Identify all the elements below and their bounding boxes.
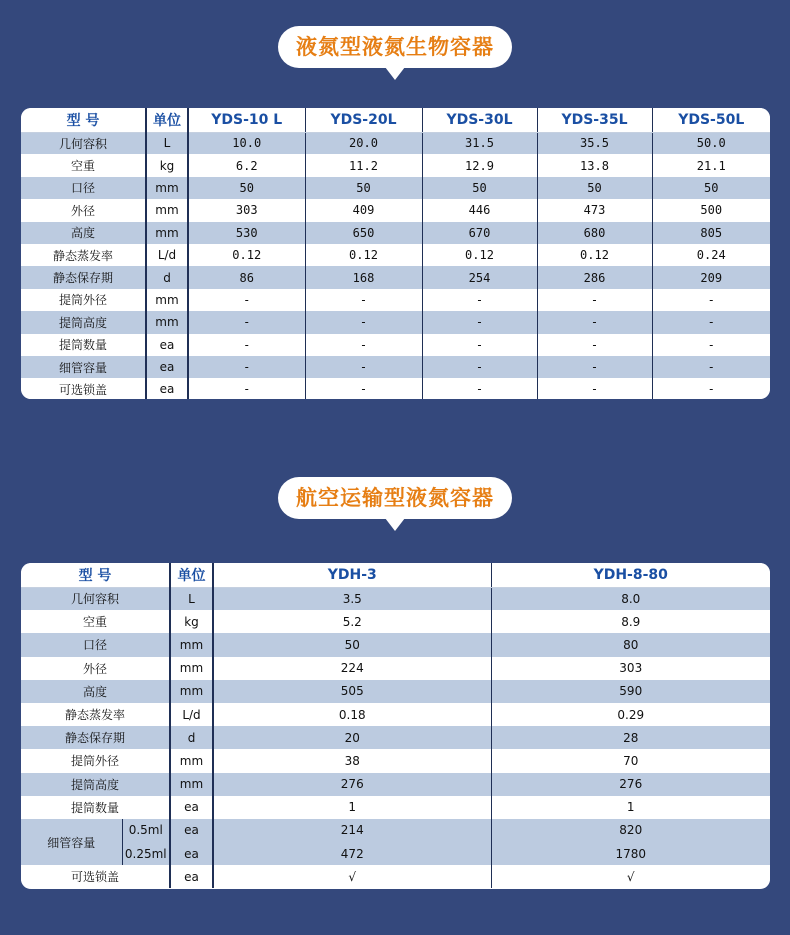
table-header-row xyxy=(21,108,770,132)
cell-value: 670 xyxy=(422,222,537,244)
cell-value: 1 xyxy=(491,796,770,819)
row-unit: kg xyxy=(170,610,213,633)
header-model: 型 号 xyxy=(21,108,146,132)
row-unit: mm xyxy=(146,222,188,244)
row-label: 几何容积 xyxy=(21,587,170,610)
row-label: 可选锁盖 xyxy=(21,865,170,888)
cell-value: 50 xyxy=(537,177,652,199)
cell-value: 168 xyxy=(305,266,422,288)
header-model: 型 号 xyxy=(21,563,170,587)
row-label: 静态蒸发率 xyxy=(21,244,146,266)
table-row xyxy=(21,633,770,656)
cell-value: 0.18 xyxy=(213,703,491,726)
cell-value: 224 xyxy=(213,657,491,680)
cell-value: - xyxy=(305,334,422,356)
row-unit: mm xyxy=(146,289,188,311)
cell-value: - xyxy=(537,334,652,356)
cell-value: - xyxy=(422,356,537,378)
row-label: 口径 xyxy=(21,177,146,199)
cell-value: - xyxy=(652,334,770,356)
cell-value: 21.1 xyxy=(652,154,770,176)
header-model-name: YDH-3 xyxy=(213,563,491,587)
cell-value: 680 xyxy=(537,222,652,244)
row-unit: mm xyxy=(170,633,213,656)
row-label: 提筒高度 xyxy=(21,773,170,796)
table-row xyxy=(21,726,770,749)
row-label: 空重 xyxy=(21,610,170,633)
table-row xyxy=(21,266,770,288)
cell-value: 35.5 xyxy=(537,132,652,154)
row-unit: kg xyxy=(146,154,188,176)
table-row xyxy=(21,132,770,154)
cell-value: - xyxy=(305,378,422,399)
cell-value: 10.0 xyxy=(188,132,305,154)
cell-value: 11.2 xyxy=(305,154,422,176)
bubble-pointer xyxy=(385,67,405,80)
table-row xyxy=(21,819,770,842)
table-row xyxy=(21,749,770,772)
table-row xyxy=(21,311,770,333)
table-row xyxy=(21,703,770,726)
cell-value: 209 xyxy=(652,266,770,288)
cell-value: - xyxy=(537,289,652,311)
header-model-name: YDS-30L xyxy=(422,108,537,132)
cell-value: 650 xyxy=(305,222,422,244)
table-row xyxy=(21,222,770,244)
cell-value: 8.0 xyxy=(491,587,770,610)
row-label: 几何容积 xyxy=(21,132,146,154)
row-label: 提筒数量 xyxy=(21,334,146,356)
spec-table-1 xyxy=(21,108,770,399)
cell-value: - xyxy=(188,378,305,399)
cell-value: 1 xyxy=(213,796,491,819)
row-label: 外径 xyxy=(21,657,170,680)
row-label: 提筒外径 xyxy=(21,749,170,772)
row-sublabel: 0.25ml xyxy=(122,842,170,865)
section1-title: 液氮型液氮生物容器 xyxy=(296,35,494,59)
header-unit: 单位 xyxy=(146,108,188,132)
header-model-name: YDS-10 L xyxy=(188,108,305,132)
table-row xyxy=(21,680,770,703)
cell-value: 3.5 xyxy=(213,587,491,610)
row-label: 高度 xyxy=(21,222,146,244)
cell-value: 530 xyxy=(188,222,305,244)
row-unit: ea xyxy=(170,819,213,842)
table-row xyxy=(21,378,770,399)
check-mark: √ xyxy=(491,865,770,888)
table-row xyxy=(21,177,770,199)
cell-value: 70 xyxy=(491,749,770,772)
cell-value: 1780 xyxy=(491,842,770,865)
table-row xyxy=(21,796,770,819)
bubble-pointer xyxy=(385,518,405,531)
table-row xyxy=(21,657,770,680)
row-label: 外径 xyxy=(21,199,146,221)
cell-value: 50 xyxy=(213,633,491,656)
row-unit: ea xyxy=(146,378,188,399)
cell-value: - xyxy=(188,356,305,378)
cell-value: 28 xyxy=(491,726,770,749)
row-label: 细管容量 xyxy=(21,356,146,378)
cell-value: 500 xyxy=(652,199,770,221)
row-unit: mm xyxy=(170,680,213,703)
spec-table-2 xyxy=(21,563,770,888)
cell-value: 50 xyxy=(652,177,770,199)
cell-value: 80 xyxy=(491,633,770,656)
cell-value: 86 xyxy=(188,266,305,288)
row-unit: ea xyxy=(146,334,188,356)
cell-value: 409 xyxy=(305,199,422,221)
header-model-name: YDS-50L xyxy=(652,108,770,132)
cell-value: 0.12 xyxy=(305,244,422,266)
table-row xyxy=(21,842,770,865)
row-unit: mm xyxy=(146,311,188,333)
row-label: 静态蒸发率 xyxy=(21,703,170,726)
cell-value: 50.0 xyxy=(652,132,770,154)
cell-value: 20 xyxy=(213,726,491,749)
cell-value: - xyxy=(422,378,537,399)
cell-value: 473 xyxy=(537,199,652,221)
row-unit: ea xyxy=(170,796,213,819)
cell-value: - xyxy=(305,311,422,333)
cell-value: 0.24 xyxy=(652,244,770,266)
cell-value: 0.29 xyxy=(491,703,770,726)
cell-value: 276 xyxy=(491,773,770,796)
check-mark: √ xyxy=(213,865,491,888)
cell-value: - xyxy=(422,289,537,311)
cell-value: - xyxy=(537,356,652,378)
cell-value: - xyxy=(305,356,422,378)
row-unit: mm xyxy=(170,773,213,796)
cell-value: - xyxy=(305,289,422,311)
cell-value: 214 xyxy=(213,819,491,842)
row-unit: L/d xyxy=(146,244,188,266)
cell-value: - xyxy=(652,289,770,311)
cell-value: 13.8 xyxy=(537,154,652,176)
cell-value: - xyxy=(652,378,770,399)
row-label: 可选锁盖 xyxy=(21,378,146,399)
table-row xyxy=(21,244,770,266)
row-unit: ea xyxy=(170,865,213,888)
cell-value: - xyxy=(652,311,770,333)
cell-value: 276 xyxy=(213,773,491,796)
header-model-name: YDH-8-80 xyxy=(491,563,770,587)
cell-value: 50 xyxy=(305,177,422,199)
table-header-row xyxy=(21,563,770,587)
row-unit: L xyxy=(146,132,188,154)
cell-value: 590 xyxy=(491,680,770,703)
cell-value: 20.0 xyxy=(305,132,422,154)
cell-value: 472 xyxy=(213,842,491,865)
table-row xyxy=(21,356,770,378)
cell-value: - xyxy=(422,334,537,356)
row-unit: ea xyxy=(170,842,213,865)
cell-value: 820 xyxy=(491,819,770,842)
cell-value: 505 xyxy=(213,680,491,703)
row-label: 静态保存期 xyxy=(21,266,146,288)
cell-value: - xyxy=(537,378,652,399)
section1-title-bubble xyxy=(278,26,512,68)
cell-value: 6.2 xyxy=(188,154,305,176)
table-row xyxy=(21,334,770,356)
section2-title: 航空运输型液氮容器 xyxy=(296,486,494,510)
table-row xyxy=(21,865,770,888)
row-unit: ea xyxy=(146,356,188,378)
cell-value: 38 xyxy=(213,749,491,772)
row-unit: L xyxy=(170,587,213,610)
cell-value: 0.12 xyxy=(422,244,537,266)
table-row xyxy=(21,199,770,221)
cell-value: 8.9 xyxy=(491,610,770,633)
cell-value: - xyxy=(188,311,305,333)
cell-value: 805 xyxy=(652,222,770,244)
cell-value: 254 xyxy=(422,266,537,288)
cell-value: 0.12 xyxy=(537,244,652,266)
cell-value: 12.9 xyxy=(422,154,537,176)
row-label: 提筒高度 xyxy=(21,311,146,333)
cell-value: 50 xyxy=(188,177,305,199)
row-unit: mm xyxy=(146,177,188,199)
row-label: 提筒外径 xyxy=(21,289,146,311)
row-unit: L/d xyxy=(170,703,213,726)
section2-title-bubble xyxy=(278,477,512,519)
cell-value: 0.12 xyxy=(188,244,305,266)
cell-value: - xyxy=(537,311,652,333)
cell-value: - xyxy=(188,334,305,356)
cell-value: 31.5 xyxy=(422,132,537,154)
row-label: 细管容量 xyxy=(21,819,122,865)
cell-value: - xyxy=(422,311,537,333)
spec-table-panel-1 xyxy=(21,108,770,399)
table-row xyxy=(21,587,770,610)
row-label: 静态保存期 xyxy=(21,726,170,749)
cell-value: 303 xyxy=(188,199,305,221)
row-label: 提筒数量 xyxy=(21,796,170,819)
cell-value: 286 xyxy=(537,266,652,288)
row-label: 高度 xyxy=(21,680,170,703)
table-row xyxy=(21,773,770,796)
spec-table-panel-2 xyxy=(21,563,770,889)
row-label: 口径 xyxy=(21,633,170,656)
header-model-name: YDS-35L xyxy=(537,108,652,132)
row-sublabel: 0.5ml xyxy=(122,819,170,842)
row-unit: mm xyxy=(170,657,213,680)
cell-value: - xyxy=(652,356,770,378)
row-unit: d xyxy=(146,266,188,288)
header-model-name: YDS-20L xyxy=(305,108,422,132)
row-label: 空重 xyxy=(21,154,146,176)
table-row xyxy=(21,289,770,311)
cell-value: 50 xyxy=(422,177,537,199)
cell-value: 303 xyxy=(491,657,770,680)
row-unit: mm xyxy=(170,749,213,772)
row-unit: d xyxy=(170,726,213,749)
cell-value: 5.2 xyxy=(213,610,491,633)
header-unit: 单位 xyxy=(170,563,213,587)
table-row xyxy=(21,154,770,176)
cell-value: - xyxy=(188,289,305,311)
row-unit: mm xyxy=(146,199,188,221)
table-row xyxy=(21,610,770,633)
cell-value: 446 xyxy=(422,199,537,221)
